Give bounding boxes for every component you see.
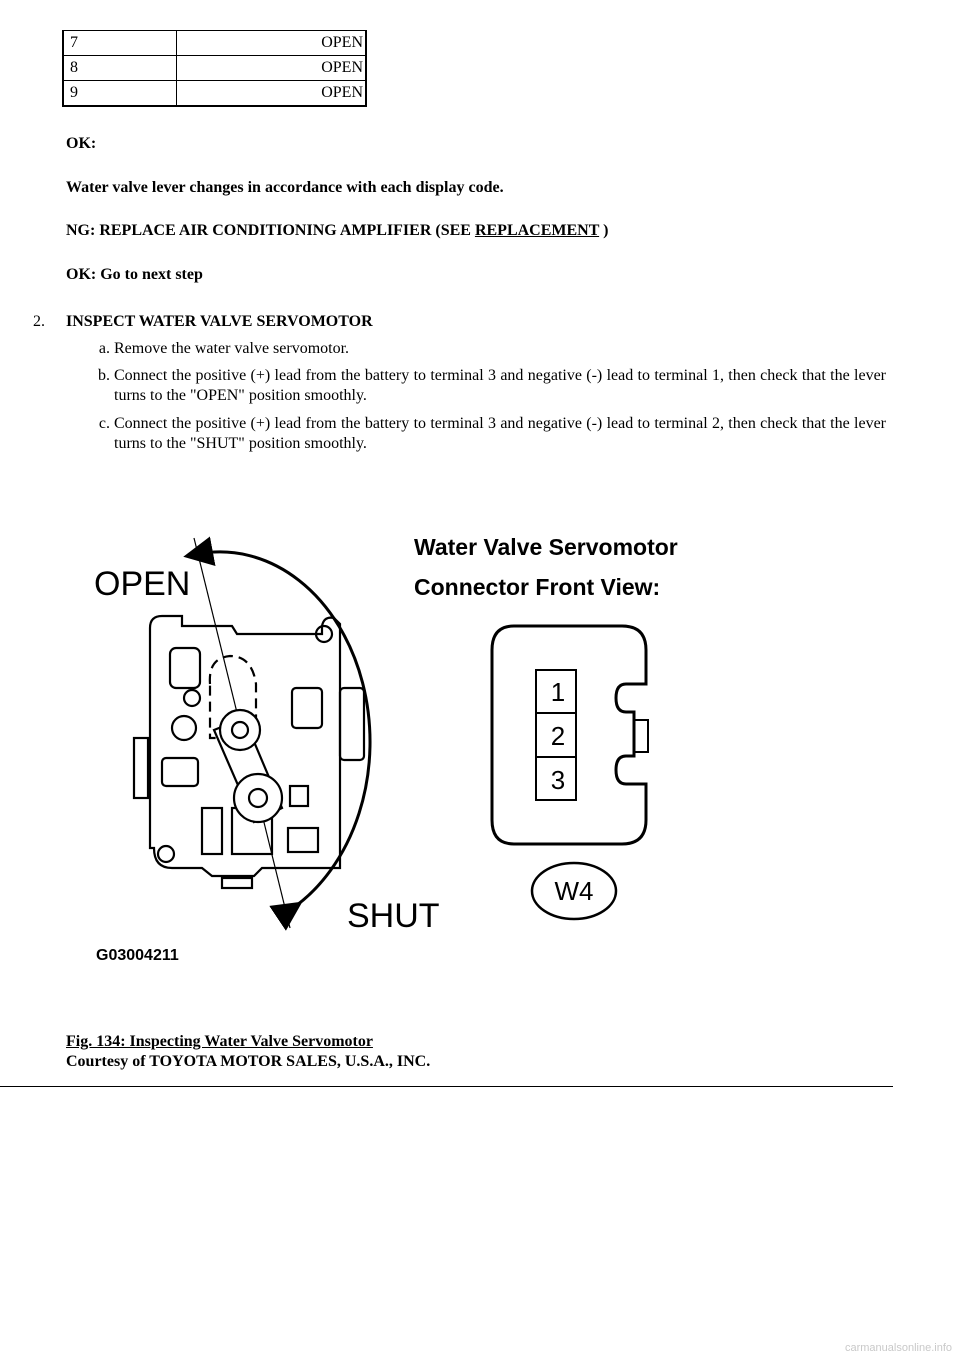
item-text: Connect the positive (+) lead from the battery to terminal 3 and negative (-) lead to terminal 2, then check that the lever turns to the "SHUT" position smoothly. xyxy=(114,415,886,452)
table-row xyxy=(63,56,366,81)
list-item xyxy=(84,339,894,361)
ok-text: Water valve lever changes in accordance with each display code. xyxy=(66,179,504,196)
item-text: Connect the positive (+) lead from the battery to terminal 3 and negative (-) lead to terminal 1, then check that the lever turns to the "OPEN" position smoothly. xyxy=(114,367,886,404)
pin-label-3: 3 xyxy=(550,765,566,795)
figure-courtesy: Courtesy of TOYOTA MOTOR SALES, U.S.A., INC. xyxy=(66,1053,431,1070)
watermark: carmanualsonline.info xyxy=(844,1342,952,1354)
figure-code: G03004211 xyxy=(96,947,179,964)
servomotor-figure xyxy=(62,508,782,978)
step-number: 2. xyxy=(33,313,45,330)
item-text: Remove the water valve servomotor. xyxy=(114,340,350,357)
table-cell-code: 7 xyxy=(63,31,177,56)
ng-suffix: ) xyxy=(599,222,609,239)
table-row xyxy=(63,81,366,107)
table-cell-status: OPEN xyxy=(177,56,367,81)
item-letter: c. xyxy=(98,415,110,432)
item-letter: b. xyxy=(98,367,110,384)
ok-next-step: OK: Go to next step xyxy=(66,266,203,283)
page-divider xyxy=(0,1086,893,1087)
table-cell-code: 9 xyxy=(63,81,177,107)
figure-title-line2: Connector Front View: xyxy=(414,574,661,600)
list-item xyxy=(84,366,894,410)
step-title: INSPECT WATER VALVE SERVOMOTOR xyxy=(66,313,373,330)
list-item xyxy=(84,414,894,458)
table-cell-status: OPEN xyxy=(177,81,367,107)
figure-title-line1: Water Valve Servomotor xyxy=(414,534,678,560)
display-code-table xyxy=(62,30,367,107)
figure-caption-link[interactable]: Fig. 134: Inspecting Water Valve Servomotor xyxy=(66,1033,373,1050)
pin-label-2: 2 xyxy=(550,721,566,751)
item-letter: a. xyxy=(98,340,110,357)
replacement-link[interactable]: REPLACEMENT xyxy=(474,222,600,239)
shut-label: SHUT xyxy=(347,897,440,935)
ng-prefix: NG: REPLACE AIR CONDITIONING AMPLIFIER (SEE xyxy=(66,222,475,239)
lever xyxy=(214,710,282,822)
table-cell-code: 8 xyxy=(63,56,177,81)
table-cell-status: OPEN xyxy=(177,31,367,56)
open-label: OPEN xyxy=(94,565,191,603)
ok-label: OK: xyxy=(66,135,97,152)
table-row xyxy=(63,31,366,56)
connector-code: W4 xyxy=(554,876,594,906)
ng-instruction xyxy=(66,221,608,241)
pin-label-1: 1 xyxy=(550,677,566,707)
